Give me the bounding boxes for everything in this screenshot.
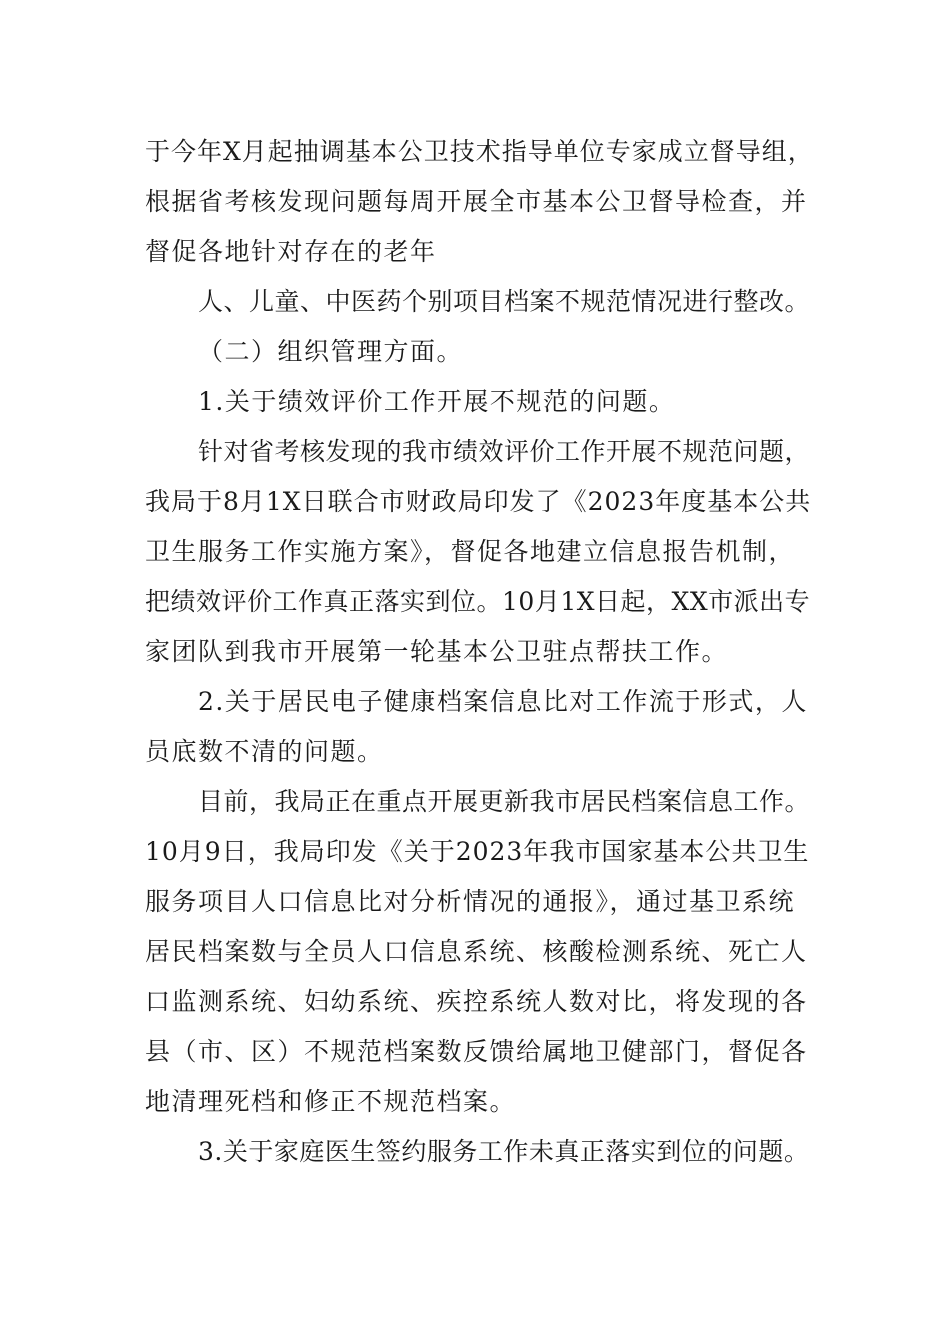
text-line-2: 根据省考核发现问题每周开展全市基本公卫督导检查，并 — [145, 187, 808, 216]
text-line-8: 我局于8月1X日联合市财政局印发了《2023年度基本公共 — [145, 487, 812, 516]
text-line-18: 口监测系统、妇幼系统、疾控系统人数对比，将发现的各 — [145, 987, 808, 1016]
section-heading: （二）组织管理方面。 — [198, 337, 464, 366]
text-line-15: 10月9日，我局印发《关于2023年我市国家基本公共卫生 — [145, 837, 810, 866]
subsection-heading-1: 1.关于绩效评价工作开展不规范的问题。 — [198, 387, 676, 416]
text-line-4: 人、儿童、中医药个别项目档案不规范情况进行整改。 — [198, 287, 811, 316]
text-line-7: 针对省考核发现的我市绩效评价工作开展不规范问题， — [198, 437, 811, 466]
text-line-10: 把绩效评价工作真正落实到位。10月1X日起，XX市派出专 — [145, 587, 811, 616]
text-line-20: 地清理死档和修正不规范档案。 — [145, 1087, 517, 1116]
text-line-11: 家团队到我市开展第一轮基本公卫驻点帮扶工作。 — [145, 637, 729, 666]
text-line-13: 员底数不清的问题。 — [145, 737, 384, 766]
text-line-17: 居民档案数与全员人口信息系统、核酸检测系统、死亡人 — [145, 937, 808, 966]
text-line-3: 督促各地针对存在的老年 — [145, 237, 437, 266]
subsection-heading-3: 3.关于家庭医生签约服务工作未真正落实到位的问题。 — [198, 1137, 810, 1166]
text-line-16: 服务项目人口信息比对分析情况的通报》，通过基卫系统 — [145, 887, 796, 916]
text-line-19: 县（市、区）不规范档案数反馈给属地卫健部门，督促各 — [145, 1037, 808, 1066]
text-line-1: 于今年X月起抽调基本公卫技术指导单位专家成立督导组， — [145, 137, 814, 166]
text-line-14: 目前，我局正在重点开展更新我市居民档案信息工作。 — [198, 787, 811, 816]
subsection-heading-2: 2.关于居民电子健康档案信息比对工作流于形式，人 — [198, 687, 808, 716]
text-line-9: 卫生服务工作实施方案》，督促各地建立信息报告机制， — [145, 537, 796, 566]
